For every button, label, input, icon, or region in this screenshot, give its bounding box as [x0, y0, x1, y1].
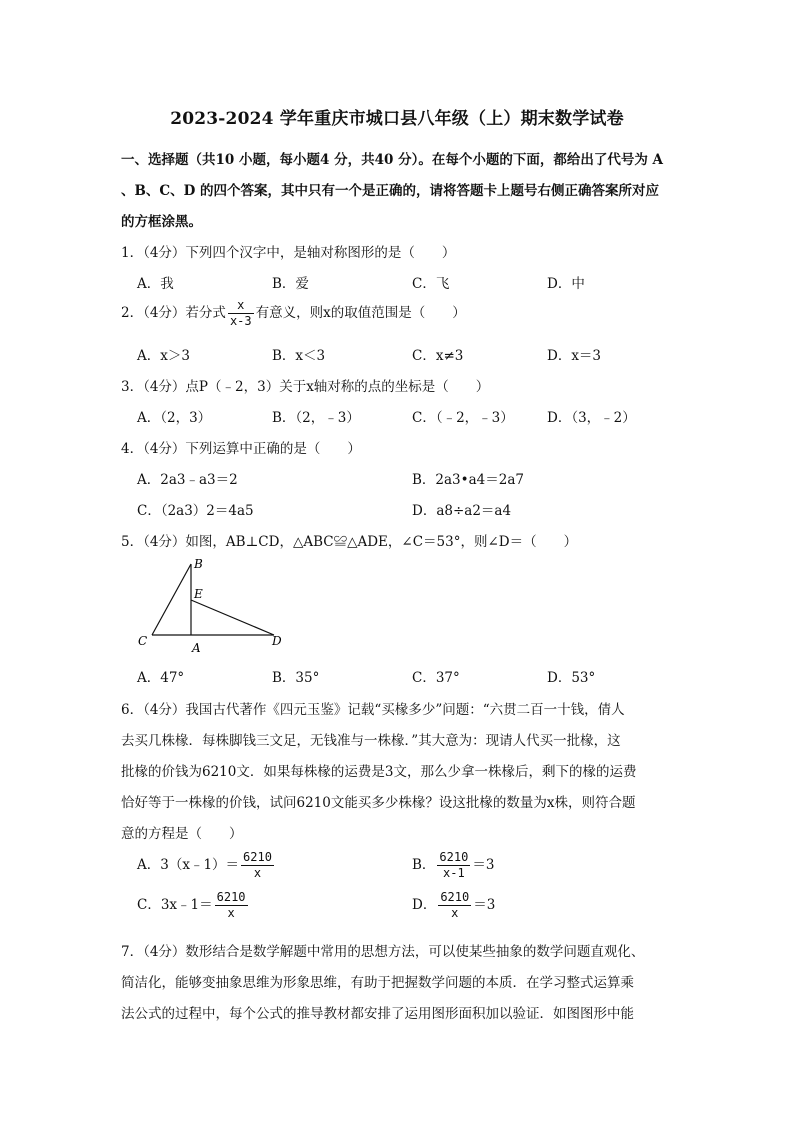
q2-option-b: B．x＜3 — [272, 348, 326, 364]
section-instructions-line-2: 、B、C、D 的四个答案，其中只有一个是正确的，请将答题卡上题号右侧正确答案所对应 — [121, 183, 660, 199]
q6-option-d — [412, 890, 495, 921]
triangle-figure — [134, 556, 294, 656]
question-6-line-5: 意的方程是（ ） — [121, 826, 243, 842]
page-title: 2023-2024 学年重庆市城口县八年级（上）期末数学试卷 — [170, 109, 624, 129]
question-7-line-3: 法公式的过程中，每个公式的推导教材都安排了运用图形面积加以验证．如图图形中能 — [121, 1006, 634, 1022]
section-instructions-line-3: 的方框涂黑。 — [121, 214, 202, 230]
q6-option-c — [137, 890, 250, 921]
q6-option-d-label: D． — [412, 897, 437, 913]
q2-option-a: A．x＞3 — [137, 348, 190, 364]
q2-stem-post: 有意义，则x的取值范围是（ ） — [255, 305, 466, 321]
label-D: D — [272, 634, 282, 648]
q6-option-b-numerator: 6210 — [439, 850, 469, 864]
question-4-stem: 4．（4分）下列运算中正确的是（ ） — [121, 441, 361, 457]
q4-option-d: D．a8÷a2＝a4 — [412, 503, 512, 519]
q5-option-d: D．53° — [547, 670, 596, 686]
label-C: C — [138, 634, 148, 648]
question-6-line-3: 批椽的价钱为6210文．如果每株椽的运费是3文，那么少拿一株椽后，剩下的椽的运费 — [121, 764, 637, 780]
label-E: E — [194, 587, 203, 601]
q4-option-b: B．2a3•a4＝2a7 — [412, 472, 524, 488]
q3-option-a: A．（2，3） — [137, 410, 212, 426]
q1-option-a: A．我 — [137, 276, 174, 292]
q4-option-c: C．（2a3）2＝4a5 — [137, 503, 254, 519]
label-B: B — [194, 557, 203, 571]
segment-ED — [191, 600, 274, 635]
q6-option-b-label: B． — [412, 857, 436, 873]
question-1-stem: 1．（4分）下列四个汉字中，是轴对称图形的是（ ） — [121, 245, 456, 261]
q6-option-b-fraction — [437, 850, 470, 881]
q4-option-a: A．2a3﹣a3＝2 — [137, 472, 238, 488]
q6-option-a-label: A．3（x﹣1）＝ — [137, 857, 240, 873]
q2-option-d: D．x＝3 — [547, 348, 602, 364]
question-7-line-1: 7．（4分）数形结合是数学解题中常用的思想方法，可以使某些抽象的数学问题直观化、 — [121, 944, 645, 960]
q1-option-c: C．飞 — [412, 276, 450, 292]
question-6-line-4: 恰好等于一株椽的价钱，试问6210文能买多少株椽？设这批椽的数量为x株，则符合题 — [121, 795, 636, 811]
q6-option-d-numerator: 6210 — [440, 890, 470, 904]
question-3-stem: 3．（4分）点P（﹣2，3）关于x轴对称的点的坐标是（ ） — [121, 379, 490, 395]
q3-option-c: C．（﹣2，﹣3） — [412, 410, 514, 426]
segment-BC — [152, 564, 191, 635]
q1-option-b: B．爱 — [272, 276, 309, 292]
q6-option-b — [412, 850, 494, 881]
q6-option-d-denominator: x — [451, 906, 459, 920]
q6-option-b-denominator: x-1 — [443, 866, 465, 880]
question-2-stem — [121, 298, 466, 329]
q6-option-b-tail: ＝3 — [472, 857, 495, 873]
label-A: A — [192, 641, 201, 655]
q6-option-a-numerator: 6210 — [243, 850, 272, 864]
q5-option-c: C．37° — [412, 670, 460, 686]
question-7-line-2: 简洁化，能够变抽象思维为形象思维，有助于把握数学问题的本质．在学习整式运算乘 — [121, 975, 634, 991]
q5-option-a: A．47° — [137, 670, 185, 686]
q6-option-a — [137, 850, 276, 881]
q6-option-a-denominator: x — [253, 866, 262, 880]
q6-option-c-fraction — [215, 890, 248, 921]
q2-fraction-denominator: x-3 — [229, 314, 252, 328]
q6-option-d-tail: ＝3 — [473, 897, 496, 913]
q1-option-d: D．中 — [547, 276, 585, 292]
q6-option-d-fraction — [438, 890, 471, 921]
q6-option-c-label: C．3x﹣1＝ — [137, 897, 213, 913]
q2-option-c: C．x≠3 — [412, 348, 464, 364]
q6-option-c-denominator: x — [227, 906, 235, 920]
q3-option-d: D．（3，﹣2） — [547, 410, 636, 426]
q2-fraction-numerator: x — [228, 298, 254, 314]
q6-option-a-fraction — [241, 850, 274, 881]
question-6-line-1: 6．（4分）我国古代著作《四元玉鉴》记载“买椽多少”问题：“六贯二百一十钱，倩人 — [121, 702, 625, 718]
q3-option-b: B．（2，﹣3） — [272, 410, 360, 426]
question-5-stem: 5．（4分）如图，AB⊥CD，△ABC≌△ADE，∠C＝53°，则∠D＝（ ） — [121, 534, 578, 550]
q5-option-b: B．35° — [272, 670, 320, 686]
question-6-line-2: 去买几株椽．每株脚钱三文足，无钱准与一株椽．”其大意为：现请人代买一批椽，这 — [121, 733, 621, 749]
q2-stem-pre: 2．（4分）若分式 — [121, 305, 226, 321]
q2-fraction — [228, 298, 254, 329]
section-instructions-line-1: 一、选择题（共10 小题，每小题4 分，共40 分）。在每个小题的下面，都给出了代号为 A — [121, 152, 663, 168]
q6-option-c-numerator: 6210 — [216, 890, 246, 904]
